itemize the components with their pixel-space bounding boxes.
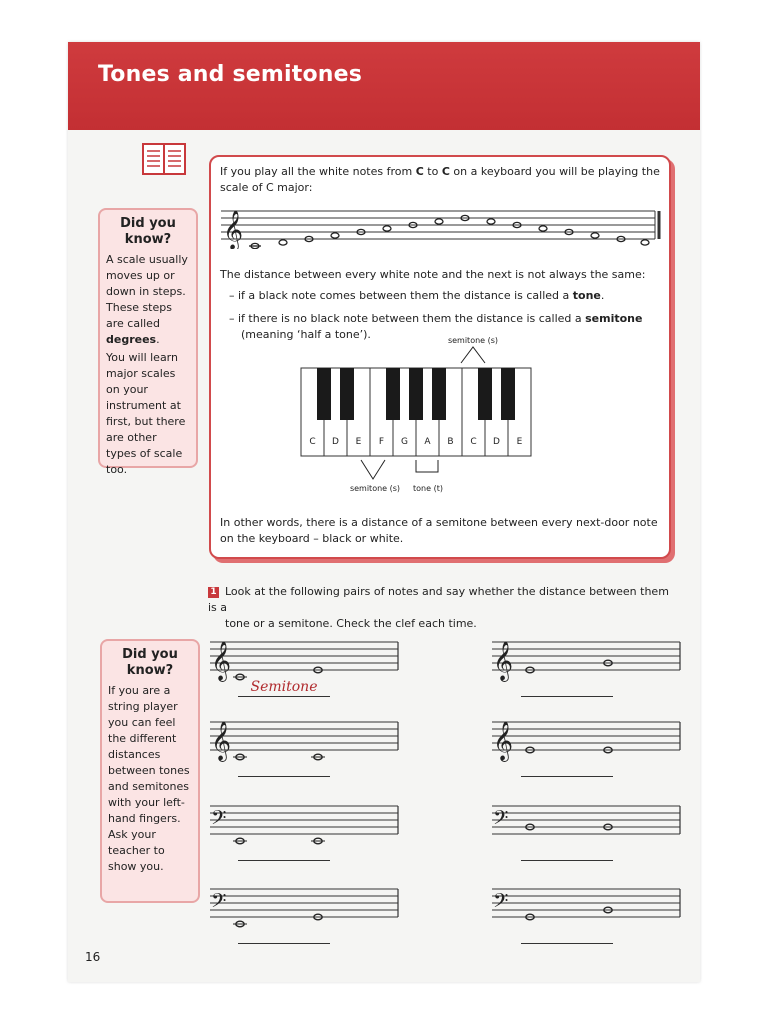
bass-clef-icon: 𝄢 (211, 889, 227, 917)
answer-field-6[interactable] (521, 842, 613, 861)
answer-field-3[interactable] (238, 758, 330, 777)
dyk-text-part: . (156, 333, 160, 346)
exercise-staff (490, 798, 686, 848)
title-banner (68, 42, 700, 130)
black-key (478, 368, 492, 420)
intro-part: If you play all the white notes from (220, 165, 416, 178)
treble-clef-icon: 𝄞 (493, 641, 514, 681)
exercise-staff (490, 881, 686, 931)
white-key-label: A (424, 437, 431, 447)
keyboard-diagram (297, 333, 547, 503)
white-key-label: D (493, 437, 500, 447)
dyk-bold-term: degrees (106, 333, 157, 346)
white-key-label: G (401, 437, 408, 447)
c-major-scale-staff (217, 203, 665, 249)
did-you-know-title: Did you know? (122, 647, 178, 678)
white-key-label: E (516, 437, 523, 447)
white-key-label: C (470, 437, 477, 447)
textbook-page (68, 42, 700, 982)
answer-field-1[interactable]: Semitone (238, 678, 330, 697)
answer-field-5[interactable] (238, 842, 330, 861)
treble-clef-icon: 𝄞 (211, 641, 232, 681)
semitone-label-top: semitone (s) (447, 336, 499, 345)
exercise-staff (490, 634, 686, 684)
bullet-part: – if a black note comes between them the distance is called a (229, 289, 573, 302)
did-you-know-text-2: You will learn major scales on your instrument at first, but there are other types of scale too. (106, 351, 186, 476)
dyk-text-part: A scale usually moves up or down in steps. These steps are called (106, 253, 188, 330)
info-box (209, 155, 671, 559)
exercise-staff (208, 881, 404, 931)
white-key-label: C (309, 437, 316, 447)
conclusion-part: on the keyboard – black or white. (220, 532, 404, 545)
exercise-staff (208, 798, 404, 848)
black-key (501, 368, 515, 420)
did-you-know-text (106, 252, 190, 348)
intro-part: to (423, 165, 442, 178)
bullet-bold-term: semitone (585, 312, 643, 325)
open-book-icon (142, 142, 186, 180)
black-key (317, 368, 331, 420)
bass-clef-icon: 𝄢 (493, 889, 509, 917)
bullet-part: . (600, 289, 605, 302)
bullet-bold-term: tone (572, 289, 601, 302)
answer-field-4[interactable] (521, 758, 613, 777)
page-title: Tones and semitones (98, 62, 363, 87)
answer-field-8[interactable] (521, 925, 613, 944)
did-you-know-box-1 (98, 208, 198, 476)
exercise-staff (208, 634, 404, 684)
intro-note: C (415, 165, 424, 178)
conclusion-part: In other words, there is a distance of a semitone between every next-door note (220, 516, 658, 529)
intro-text (220, 164, 660, 196)
instruction-part: Look at the following pairs of notes and say whether the distance between them is a (208, 585, 669, 614)
instruction-part: tone or a semitone. Check the clef each time. (225, 617, 477, 630)
treble-clef-icon: 𝄞 (211, 721, 232, 761)
semitone-label-bottom: semitone (s) (349, 484, 401, 493)
intro-part: on a keyboard you will be playing the (449, 165, 660, 178)
treble-clef-icon: 𝄞 (223, 210, 244, 249)
bullet-part: – if there is no black note between them the distance is called a (229, 312, 586, 325)
treble-clef-icon: 𝄞 (493, 721, 514, 761)
black-key (340, 368, 354, 420)
black-key (409, 368, 423, 420)
did-you-know-box-2 (100, 639, 200, 903)
white-key-label: B (447, 437, 454, 447)
bass-clef-icon: 𝄢 (211, 806, 227, 834)
white-key-label: F (378, 437, 385, 447)
answer-field-7[interactable] (238, 925, 330, 944)
distance-text: The distance between every white note and the next is not always the same: (220, 268, 646, 281)
answer-field-2[interactable] (521, 678, 613, 697)
conclusion-text (220, 515, 660, 547)
page-number: 16 (85, 950, 101, 964)
did-you-know-text: If you are a string player you can feel the different distances between tones and semitones with your left-hand fingers. Ask your teacher to show you. (108, 684, 190, 873)
exercise-staff (490, 714, 686, 764)
exercise-instruction (208, 584, 678, 632)
intro-note: C (441, 165, 450, 178)
did-you-know-title: Did you know? (120, 216, 176, 247)
intro-part: scale of C major: (220, 181, 313, 194)
white-key-label: E (355, 437, 362, 447)
exercise-number: 1 (208, 587, 219, 598)
bass-clef-icon: 𝄢 (493, 806, 509, 834)
exercise-staff (208, 714, 404, 764)
white-key-label: D (332, 437, 339, 447)
bullet-tone (229, 288, 659, 304)
bullet-part: (meaning ‘half a tone’). (241, 328, 371, 341)
black-key (386, 368, 400, 420)
black-key (432, 368, 446, 420)
tone-label: tone (t) (413, 484, 443, 493)
